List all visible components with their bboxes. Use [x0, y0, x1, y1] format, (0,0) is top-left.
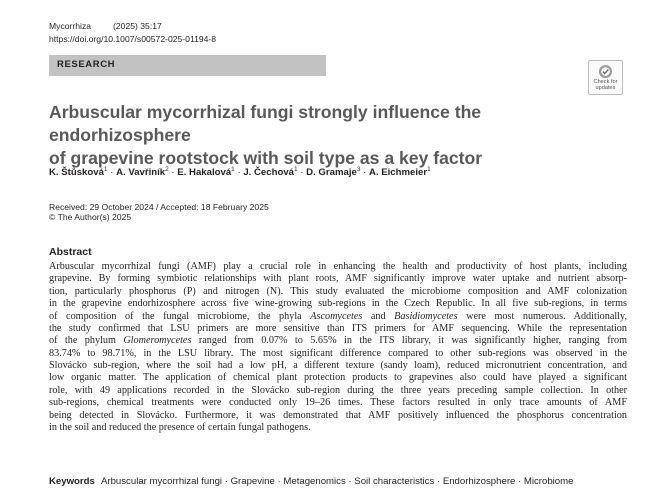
abstract-line: of composition of the fungal microbiome, the phyla Ascomycetes and Basidiomycetes were most numerous. Additionally,	[49, 310, 627, 322]
abstract-line: of the phylum Glomeromycetes ranged from 0.07% to 5.65% in the ITS library, it was significantly higher, ranging from	[49, 335, 627, 347]
abstract-line: in the soil and reduced the presence of certain fungal pathogens.	[49, 421, 311, 433]
author-list: K. Štůsková$^1$ · A. Vavřiník$^2$ · E. Hakalová$^1$ · J. Čechová$^1$ · D. Gramaje$^3$ · A. Eichmeier$^1$	[49, 166, 431, 178]
journal-citation	[49, 20, 162, 33]
journal-volume: (2025) 35:17	[113, 21, 162, 31]
check-for-updates-icon	[598, 64, 613, 79]
abstract-line: the study confirmed that LSU primers are more sensitive than ITS primers for AMF sequencing. While the representation	[49, 322, 627, 334]
abstract-heading: Abstract	[49, 246, 92, 258]
abstract-line: grapevine. By forming symbiotic relationships with plant roots, AMF significantly improve water uptake and nutrient absorp-	[49, 273, 627, 285]
author-name[interactable]: E. Hakalová	[177, 167, 232, 178]
copyright-notice: © The Author(s) 2025	[49, 212, 132, 222]
abstract-line: being detected in Slovácko. Furthermore, it was demonstrated that AMF positively influenced the phosphorus concentration	[49, 409, 627, 421]
affiliation-marker: 2	[165, 166, 169, 173]
keyword[interactable]: Endorhizosphere	[442, 476, 516, 487]
keywords-label: Keywords	[49, 476, 95, 487]
doi-link[interactable]: https://doi.org/10.1007/s00572-025-01194-8	[49, 34, 217, 44]
affiliation-marker: 1	[231, 166, 235, 173]
abstract-body	[49, 261, 627, 434]
article-title: Arbuscular mycorrhizal fungi strongly influence the endorhizosphere of grapevine rootstock with soil type as a key factor	[49, 102, 483, 168]
check-for-updates-button[interactable]	[588, 60, 623, 95]
abstract-line: role, with 49 applications recorded in the Slovácko sub-region during the three years preceding sample collection. In other	[49, 384, 627, 396]
abstract-line: tion, particularly phosphorus (P) and nitrogen (N). This study evaluated the microbiome composition and AMF colonization	[49, 285, 627, 297]
affiliation-marker: 1	[427, 166, 431, 173]
abstract-line: 83.74% to 98.71%, in the LSU library. The most significant difference compared to other sub-regions was observed in the	[49, 347, 627, 359]
affiliation-marker: 1	[294, 166, 298, 173]
author-name[interactable]: J. Čechová	[243, 167, 294, 178]
abstract-line: sub-regions, chemical treatments were conducted only 19–26 times. These factors resulted in only trace amounts of AMF	[49, 397, 627, 409]
keyword[interactable]: Arbuscular mycorrhizal fungi	[101, 476, 223, 487]
keyword[interactable]: Microbiome	[523, 476, 574, 487]
keyword[interactable]: Metagenomics	[283, 476, 346, 487]
check-for-updates-label: Check for updates	[593, 79, 618, 91]
author-name[interactable]: A. Eichmeier	[368, 167, 428, 178]
keyword[interactable]: Soil characteristics	[354, 476, 435, 487]
author-name[interactable]: K. Štůsková	[49, 167, 104, 178]
journal-name: Mycorrhiza	[49, 21, 92, 31]
abstract-line: Arbuscular mycorrhizal fungi (AMF) play a crucial role in enhancing the health and productivity of host plants, including	[49, 261, 627, 272]
author-name[interactable]: A. Vavřiník	[116, 167, 166, 178]
abstract-line: low organic matter. The application of chemical plant protection products to grapevines also could have played a significant	[49, 372, 627, 384]
affiliation-marker: 3	[356, 166, 361, 173]
abstract-line: in the grapevine endorhizosphere across five wine-growing sub-regions in the Czech Republic. In all five sub-regions, in terms	[49, 298, 627, 310]
article-dates: Received: 29 October 2024 / Accepted: 18 February 2025	[49, 202, 269, 212]
affiliation-marker: 1	[103, 166, 108, 173]
keyword[interactable]: Grapevine	[230, 476, 275, 487]
section-label-bar	[49, 55, 326, 76]
abstract-line: Slovácko sub-region, where the soil had a low pH, a different texture (sandy loam), reduced micronutrient concentration, and	[49, 360, 627, 371]
keywords-row: Keywords Arbuscular mycorrhizal fungi · Grapevine · Metagenomics · Soil characteristics · Endorhizosphere · Microbiome	[49, 476, 574, 487]
section-label: RESEARCH	[57, 59, 116, 70]
author-name[interactable]: D. Gramaje	[306, 167, 357, 178]
